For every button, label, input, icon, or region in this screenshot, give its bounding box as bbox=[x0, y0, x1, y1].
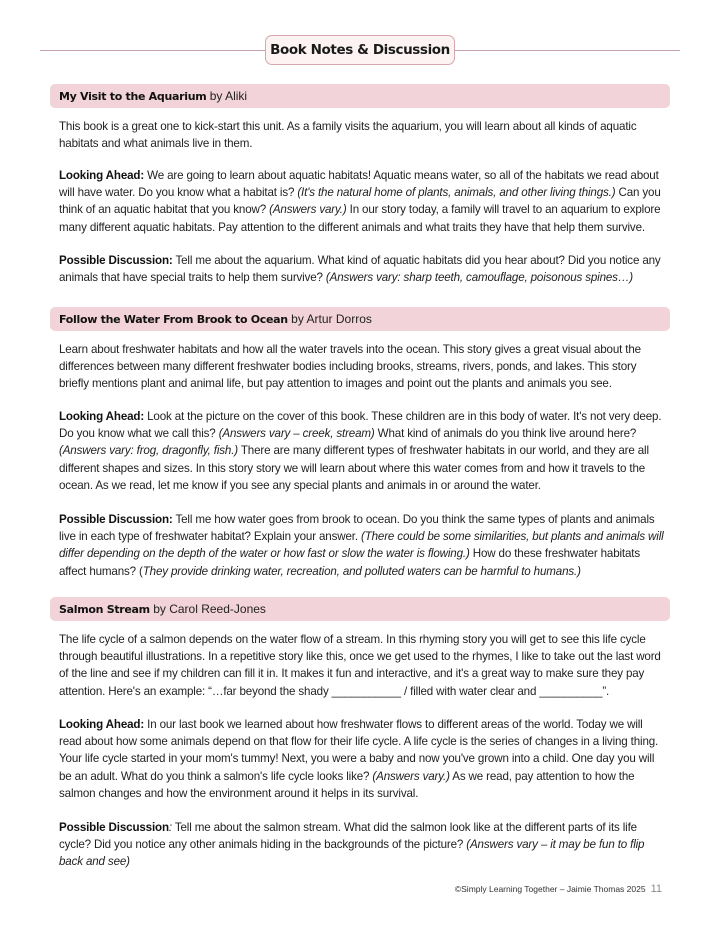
looking-ahead bbox=[59, 408, 665, 494]
possible-discussion bbox=[59, 511, 665, 580]
answer-text: (There could be some similarities, but plants and animals will differ depending on the depth of the water or how fast or slow the water is flowing.) bbox=[59, 530, 664, 561]
page-title: Book Notes & Discussion bbox=[265, 35, 455, 65]
text: Tell me about the aquarium. What kind of aquatic habitats did you hear about? Did you notice any animals that have special traits to help them survive? bbox=[59, 254, 661, 285]
book-author: by Artur Dorros bbox=[291, 312, 372, 326]
answer-text: (Answers vary.) bbox=[372, 769, 450, 783]
book-title: Follow the Water From Brook to Ocean bbox=[59, 313, 288, 326]
book-title: Salmon Stream bbox=[59, 603, 150, 616]
discussion-label: Possible Discussion bbox=[59, 821, 169, 834]
book-title-bar bbox=[50, 597, 670, 621]
discussion-label-suffix: : bbox=[168, 821, 172, 834]
text: Tell me about the salmon stream. What did the salmon look like at the different parts of its life cycle? Did you notice any other animals hiding in the backgrounds of the picture? bbox=[59, 821, 637, 852]
book-intro: Learn about freshwater habitats and how all the water travels into the ocean. This story gives a great visual about the differences between many different freshwater bodies including brooks, streams, rivers, ponds, and lakes. This story briefly mentions plant and animal life, but pay attention to images and point out the plants and animals you see. bbox=[59, 343, 641, 391]
answer-text: (Answers vary: frog, dragonfly, fish.) bbox=[59, 444, 239, 458]
text: We are going to learn about aquatic habitats! Aquatic means water, so all of the habitats we read about will have water. Do you know what a habitat is? bbox=[59, 169, 659, 200]
answer-text: (Answers vary – creek, stream) bbox=[218, 427, 375, 441]
text: Tell me how water goes from brook to ocean. Do you think the same types of plants and animals live in each type of freshwater habitat? Explain your answer. bbox=[59, 513, 655, 544]
looking-ahead bbox=[59, 716, 665, 802]
looking-ahead-label: Looking Ahead: bbox=[59, 718, 145, 731]
book-author: by Carol Reed-Jones bbox=[153, 602, 266, 616]
answer-text: (Answers vary: sharp teeth, camouflage, poisonous spines…) bbox=[325, 271, 633, 285]
answer-text: (Answers vary – it may be fun to flip back and see) bbox=[59, 838, 645, 869]
text: In our story today, a family will travel to an aquarium to explore many different aquatic habitats. Pay attention to the different animals and what traits they have that help them survive. bbox=[59, 203, 661, 234]
book-intro: The life cycle of a salmon depends on the water flow of a stream. In this rhyming story you will get to see this life cycle through beautiful illustrations. In a repetitive story like this, once we get used to the rhymes, I like to take out the last word of the line and see if my children can fill it in. It makes it fun and interactive, and it's a great way to make sure they pay attention. Here's an example: “…far beyond the shady ___________ / filled with water clear and __________”. bbox=[59, 633, 661, 698]
answer-text: (Answers vary.) bbox=[269, 203, 347, 217]
text: What kind of animals do you think live around here? bbox=[374, 427, 637, 441]
book-title-bar bbox=[50, 307, 670, 331]
text: As we read, pay attention to how the salmon changes and how the environment around it helps in its survival. bbox=[59, 769, 635, 800]
answer-text: (It's the natural home of plants, animals, and other living things.) bbox=[297, 186, 616, 200]
possible-discussion bbox=[59, 819, 665, 871]
page-number: 11 bbox=[650, 883, 662, 895]
looking-ahead-label: Looking Ahead: bbox=[59, 169, 145, 182]
text: How do these freshwater habitats affect humans? ( bbox=[59, 547, 641, 578]
book-title-bar bbox=[50, 84, 670, 108]
discussion-label: Possible Discussion: bbox=[59, 513, 173, 526]
text: Look at the picture on the cover of this book. These children are in this body of water. It's not very deep. Do you know what we call this? bbox=[59, 410, 662, 441]
book-intro: This book is a great one to kick-start this unit. As a family visits the aquarium, you will learn about all kinds of aquatic habitats and what animals live in them. bbox=[59, 120, 637, 151]
discussion-label: Possible Discussion: bbox=[59, 254, 173, 267]
looking-ahead bbox=[59, 167, 665, 236]
text: In our last book we learned about how freshwater flows to different areas of the world. Today we will read about how some animals depend on that flow for their life cycle. A life cycle is the series of changes in a living thing. Your life cycle started in your mom's tummy! Next, you were a baby and now you've grown into a child. One day you will be an adult. What do you think a salmon's life cycle looks like? bbox=[59, 718, 659, 783]
text: There are many different types of freshwater habitats in our world, and they are all different shapes and sizes. In this story story we will learn about where this water comes from and how it travels to the ocean. As we read, let me know if you see any special plants and animals in or around the water. bbox=[59, 444, 649, 492]
looking-ahead-label: Looking Ahead: bbox=[59, 410, 145, 423]
possible-discussion bbox=[59, 252, 665, 286]
text: Can you think of an aquatic habitat that you know? bbox=[59, 186, 661, 217]
copyright: ©Simply Learning Together – Jaimie Thomas 2025 bbox=[454, 884, 646, 894]
answer-text: They provide drinking water, recreation, and polluted waters can be harmful to humans.) bbox=[142, 564, 581, 578]
page-footer bbox=[455, 883, 662, 895]
book-author: by Aliki bbox=[209, 89, 248, 103]
book-title: My Visit to the Aquarium bbox=[59, 90, 207, 103]
